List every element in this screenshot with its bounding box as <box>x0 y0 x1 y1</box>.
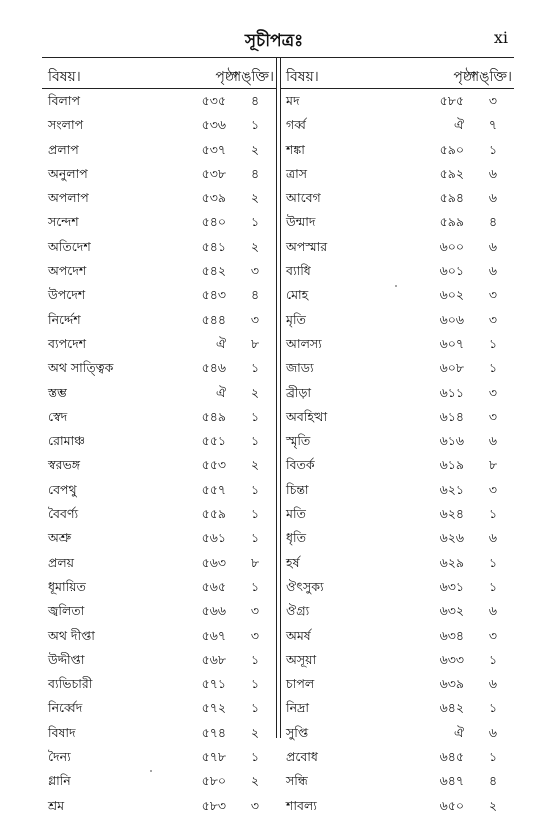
entry-page: ৫৩৬ <box>201 117 226 133</box>
entry-line: ৬ <box>488 724 498 740</box>
entry-subject: সংলাপ <box>48 117 84 133</box>
entry-page: ৬৩২ <box>439 603 464 619</box>
entry-line: ১ <box>250 481 260 497</box>
entry-line: ২ <box>250 190 260 206</box>
entry-line: ১ <box>250 749 260 765</box>
entry-subject: বিতর্ক <box>286 457 315 473</box>
entry-subject: অথ দীপ্তা <box>48 627 95 643</box>
entry-page: ৬০৬ <box>439 311 464 327</box>
entry-line: ১ <box>250 117 260 133</box>
header-page: পৃষ্ঠা <box>215 69 238 85</box>
entry-page: ৫৮৩ <box>201 797 226 813</box>
index-entry <box>42 235 276 259</box>
entry-line: ৩ <box>488 408 498 424</box>
entry-line: ১ <box>250 214 260 230</box>
entry-subject: উপদেশ <box>48 287 86 303</box>
entry-line: ৬ <box>488 263 498 279</box>
entry-page: ৬০২ <box>439 287 464 303</box>
entry-subject: প্রলয় <box>48 554 75 570</box>
entry-subject: বিলাপ <box>48 93 80 108</box>
index-entry <box>42 575 276 599</box>
entry-page: ৫৩৫ <box>201 93 226 108</box>
entry-subject: জাড্য <box>286 360 314 376</box>
entry-page: ৫৫৩ <box>201 457 226 473</box>
index-entry <box>42 381 276 405</box>
entry-page: ৬১৪ <box>439 408 464 424</box>
entry-line: ১ <box>488 749 498 765</box>
entry-line: ৩ <box>250 311 260 327</box>
entry-subject: প্রলাপ <box>48 141 79 157</box>
entry-line: ৩ <box>250 263 260 279</box>
entry-line: ৪ <box>250 165 260 181</box>
index-entry <box>42 210 276 234</box>
index-entry <box>280 332 514 356</box>
entry-page: ৬৩৪ <box>439 627 464 643</box>
entry-subject: স্মৃতি <box>286 433 311 449</box>
index-entry <box>280 575 514 599</box>
entry-line: ৬ <box>488 603 498 619</box>
index-entry <box>280 526 514 550</box>
index-entry <box>280 599 514 623</box>
entry-page: ৬০৭ <box>439 335 464 351</box>
entry-page: ৫৬৬ <box>201 603 226 619</box>
entry-line: ১ <box>250 676 260 692</box>
index-entry <box>280 478 514 502</box>
entry-page: ৫৭১ <box>201 676 226 692</box>
entry-line: ৮ <box>488 457 498 473</box>
entry-page: ঐ <box>453 724 464 740</box>
index-entry <box>280 696 514 720</box>
index-entry <box>42 502 276 526</box>
entry-subject: বৈবর্ণ্য <box>48 506 79 522</box>
entry-page: ৫৬১ <box>201 530 226 546</box>
entry-page: ৬৩১ <box>439 578 464 594</box>
column-header-right <box>280 58 514 89</box>
entry-line: ১ <box>488 651 498 667</box>
index-table <box>42 58 514 813</box>
column-header-left <box>42 58 276 89</box>
index-entry <box>280 235 514 259</box>
entry-subject: অতিদেশ <box>48 238 91 254</box>
entry-subject: সুপ্তি <box>286 724 309 740</box>
entry-subject: ত্রাস <box>286 165 308 181</box>
entry-subject: অবহিত্থা <box>286 408 328 424</box>
index-entry <box>280 210 514 234</box>
entry-subject: অমর্ষ <box>286 627 311 643</box>
entry-line: ৮ <box>250 335 260 351</box>
entry-page: ৫৯০ <box>439 141 464 157</box>
entry-page: ৫৫৭ <box>201 481 226 497</box>
index-entry <box>42 672 276 696</box>
entry-subject: রোমাঞ্চ <box>48 433 86 449</box>
entry-line: ৩ <box>488 481 498 497</box>
entry-subject: অশ্রু <box>48 530 72 546</box>
entry-line: ৩ <box>488 627 498 643</box>
entry-line: ৩ <box>488 384 498 400</box>
entry-line: ১ <box>488 554 498 570</box>
index-entry <box>42 599 276 623</box>
entry-page: ৫৪৩ <box>201 287 226 303</box>
entry-page: ঐ <box>215 384 226 400</box>
entry-page: ৫৩৮ <box>201 165 226 181</box>
entry-page: ৬১১ <box>439 384 464 400</box>
index-entry <box>280 89 514 113</box>
entry-page: ৬০০ <box>439 238 464 254</box>
entry-page: ৬২১ <box>439 481 464 497</box>
index-entry <box>280 769 514 793</box>
entry-line: ৬ <box>488 190 498 206</box>
entry-subject: ব্যভিচারী <box>48 676 93 692</box>
index-entry <box>42 186 276 210</box>
entry-page: ৬৪৫ <box>439 749 464 765</box>
entry-subject: শঙ্কা <box>286 141 305 157</box>
entry-line: ১ <box>488 360 498 376</box>
entry-page: ঐ <box>453 117 464 133</box>
entry-subject: অপলাপ <box>48 190 89 206</box>
entry-line: ১ <box>250 506 260 522</box>
entry-line: ৩ <box>488 93 498 108</box>
entry-page: ৫৯৯ <box>439 214 464 230</box>
entry-subject: নির্ব্বেদ <box>48 700 83 716</box>
entry-subject: ধৃতি <box>286 530 306 546</box>
entry-subject: আলস্য <box>286 335 322 351</box>
entry-subject: স্বরভঙ্গ <box>48 457 81 473</box>
header-subject: বিষয়। <box>286 69 319 85</box>
entry-line: ৪ <box>488 214 498 230</box>
index-entry <box>280 405 514 429</box>
entry-page: ঐ <box>215 335 226 351</box>
entry-subject: ঔগ্র্য <box>286 603 310 619</box>
entry-subject: অসূয়া <box>286 651 317 667</box>
index-entry <box>42 429 276 453</box>
entry-subject: বিষাদ <box>48 724 76 740</box>
entry-subject: ধূমায়িত <box>48 578 86 594</box>
entry-subject: বেপথু <box>48 481 77 497</box>
entry-page: ৫৪১ <box>201 238 226 254</box>
entry-page: ৬১৬ <box>439 433 464 449</box>
entry-line: ১ <box>488 578 498 594</box>
entry-line: ৩ <box>250 627 260 643</box>
entry-line: ৬ <box>488 165 498 181</box>
entry-line: ৩ <box>250 797 260 813</box>
header-subject: বিষয়। <box>48 69 81 85</box>
entry-line: ৮ <box>250 554 260 570</box>
entry-subject: মৃতি <box>286 311 306 327</box>
entry-page: ৬২৪ <box>439 506 464 522</box>
entry-page: ৬৫০ <box>439 797 464 813</box>
entry-page: ৫৯৪ <box>439 190 464 206</box>
index-entry <box>42 769 276 793</box>
entry-line: ১ <box>250 433 260 449</box>
entry-subject: ব্রীড়া <box>286 384 312 400</box>
entry-subject: স্বেদ <box>48 408 68 424</box>
index-entry <box>42 308 276 332</box>
entry-subject: অপদেশ <box>48 263 87 279</box>
index-entry <box>280 453 514 477</box>
entry-page: ৫৬৭ <box>201 627 226 643</box>
page-header <box>0 28 548 52</box>
entry-line: ৪ <box>250 93 260 108</box>
header-page: পৃষ্ঠা <box>453 69 476 85</box>
entry-line: ১ <box>250 700 260 716</box>
index-entry <box>42 648 276 672</box>
index-entry <box>280 381 514 405</box>
entry-subject: চিন্তা <box>286 481 309 497</box>
entry-line: ৬ <box>488 238 498 254</box>
index-entry <box>280 308 514 332</box>
index-entry <box>280 745 514 769</box>
entry-line: ২ <box>250 384 260 400</box>
column-divider <box>276 58 277 738</box>
index-entry <box>280 113 514 137</box>
entry-line: ২ <box>250 773 260 789</box>
entry-line: ৩ <box>488 287 498 303</box>
index-entry <box>42 794 276 818</box>
index-entry <box>42 526 276 550</box>
paper-speck <box>395 285 397 287</box>
entry-page: ৫৭৮ <box>201 749 226 765</box>
index-entry <box>42 356 276 380</box>
entry-page: ৬২৯ <box>439 554 464 570</box>
entry-page: ৫৬৫ <box>201 578 226 594</box>
paper-speck <box>150 770 152 772</box>
entry-page: ৫৯২ <box>439 165 464 181</box>
entry-subject: ব্যাধি <box>286 263 311 279</box>
entry-subject: চাপল <box>286 676 315 692</box>
entry-subject: শাবল্য <box>286 797 317 813</box>
entry-subject: অথ সাত্ত্বিক <box>48 360 114 376</box>
entry-line: ১ <box>488 335 498 351</box>
entry-page: ৬১৯ <box>439 457 464 473</box>
index-entry <box>280 794 514 818</box>
entry-page: ৫৭২ <box>201 700 226 716</box>
index-entry <box>280 721 514 745</box>
index-entry <box>280 138 514 162</box>
entry-subject: স্তম্ভ <box>48 384 67 400</box>
entry-page: ৫৮০ <box>201 773 226 789</box>
entry-subject: সন্ধি <box>286 773 308 789</box>
entry-page: ৫৬৮ <box>201 651 226 667</box>
entry-subject: শ্রম <box>48 797 65 813</box>
entry-line: ২ <box>250 141 260 157</box>
entry-page: ৫৪৯ <box>201 408 226 424</box>
entry-page: ৫৩৭ <box>201 141 226 157</box>
entry-subject: সন্দেশ <box>48 214 79 230</box>
index-entry <box>42 478 276 502</box>
entry-page: ৫৪৬ <box>201 360 226 376</box>
index-entry <box>280 624 514 648</box>
entry-subject: প্রবোধ <box>286 749 318 765</box>
index-entry <box>42 332 276 356</box>
entry-subject: হর্ষ <box>286 554 300 570</box>
page-title: সূচীপত্রঃ <box>244 31 304 51</box>
index-entry <box>42 162 276 186</box>
index-entry <box>42 113 276 137</box>
entry-line: ৪ <box>488 773 498 789</box>
index-entry <box>42 405 276 429</box>
entry-line: ১ <box>250 360 260 376</box>
entry-page: ৬০৮ <box>439 360 464 376</box>
entry-page: ৬০১ <box>439 263 464 279</box>
entry-line: ১ <box>250 530 260 546</box>
entry-line: ৬ <box>488 433 498 449</box>
index-entry <box>280 162 514 186</box>
entry-line: ৬ <box>488 530 498 546</box>
index-entry <box>280 502 514 526</box>
entry-subject: অপস্মার <box>286 238 328 254</box>
entry-subject: দৈন্য <box>48 749 71 765</box>
entry-line: ৩ <box>250 603 260 619</box>
entry-page: ৫৫১ <box>201 433 226 449</box>
entry-subject: গ্লানি <box>48 773 71 789</box>
entry-page: ৬২৬ <box>439 530 464 546</box>
entry-page: ৬৩৯ <box>439 676 464 692</box>
entry-page: ৫৩৯ <box>201 190 226 206</box>
entry-page: ৬৪২ <box>439 700 464 716</box>
entry-subject: নির্দ্দেশ <box>48 311 81 327</box>
header-line: পঙ্‌ক্তি। <box>231 69 274 85</box>
index-entry <box>42 551 276 575</box>
entry-line: ১ <box>488 700 498 716</box>
entry-line: ১ <box>250 651 260 667</box>
page-number: xi <box>493 28 508 47</box>
entry-page: ৫৪৪ <box>201 311 226 327</box>
index-entry <box>280 648 514 672</box>
index-column-left <box>42 58 276 813</box>
index-rows-right <box>280 89 514 818</box>
index-entry <box>42 745 276 769</box>
header-line: পঙ্‌ক্তি। <box>469 69 512 85</box>
index-entry <box>42 453 276 477</box>
entry-line: ৩ <box>488 311 498 327</box>
entry-page: ৫৫৯ <box>201 506 226 522</box>
entry-subject: জ্বলিতা <box>48 603 85 619</box>
entry-subject: গর্ব্ব <box>286 117 306 133</box>
index-entry <box>280 429 514 453</box>
entry-line: ৪ <box>250 287 260 303</box>
index-entry <box>280 672 514 696</box>
index-entry <box>42 138 276 162</box>
entry-line: ১ <box>250 578 260 594</box>
index-column-right <box>280 58 514 813</box>
entry-subject: উন্মাদ <box>286 214 316 230</box>
entry-line: ১ <box>250 408 260 424</box>
index-entry <box>42 259 276 283</box>
index-entry <box>280 356 514 380</box>
index-entry <box>280 186 514 210</box>
index-entry <box>42 721 276 745</box>
entry-subject: নিদ্রা <box>286 700 309 716</box>
entry-page: ৫৭৪ <box>201 724 226 740</box>
entry-subject: মোহ <box>286 287 309 303</box>
entry-page: ৫৬৩ <box>201 554 226 570</box>
entry-subject: ব্যপদেশ <box>48 335 87 351</box>
entry-page: ৫৪০ <box>201 214 226 230</box>
entry-line: ৭ <box>488 117 498 133</box>
index-entry <box>280 283 514 307</box>
index-entry <box>280 551 514 575</box>
index-rows-left <box>42 89 276 818</box>
entry-subject: ঔৎসুক্য <box>286 578 324 594</box>
entry-page: ৬৪৭ <box>439 773 464 789</box>
index-entry <box>280 259 514 283</box>
entry-subject: উদ্দীপ্তা <box>48 651 85 667</box>
entry-line: ২ <box>250 724 260 740</box>
entry-subject: আবেগ <box>286 190 321 206</box>
entry-page: ৬৩৩ <box>439 651 464 667</box>
index-entry <box>42 283 276 307</box>
entry-line: ২ <box>250 238 260 254</box>
entry-page: ৫৪২ <box>201 263 226 279</box>
entry-line: ১ <box>488 141 498 157</box>
entry-subject: মতি <box>286 506 306 522</box>
entry-subject: মদ <box>286 93 300 108</box>
index-entry <box>42 89 276 113</box>
entry-line: ২ <box>488 797 498 813</box>
entry-line: ৬ <box>488 676 498 692</box>
index-entry <box>42 624 276 648</box>
entry-subject: অনুলাপ <box>48 165 88 181</box>
entry-line: ১ <box>488 506 498 522</box>
entry-line: ২ <box>250 457 260 473</box>
entry-page: ৫৮৫ <box>439 93 464 108</box>
index-entry <box>42 696 276 720</box>
